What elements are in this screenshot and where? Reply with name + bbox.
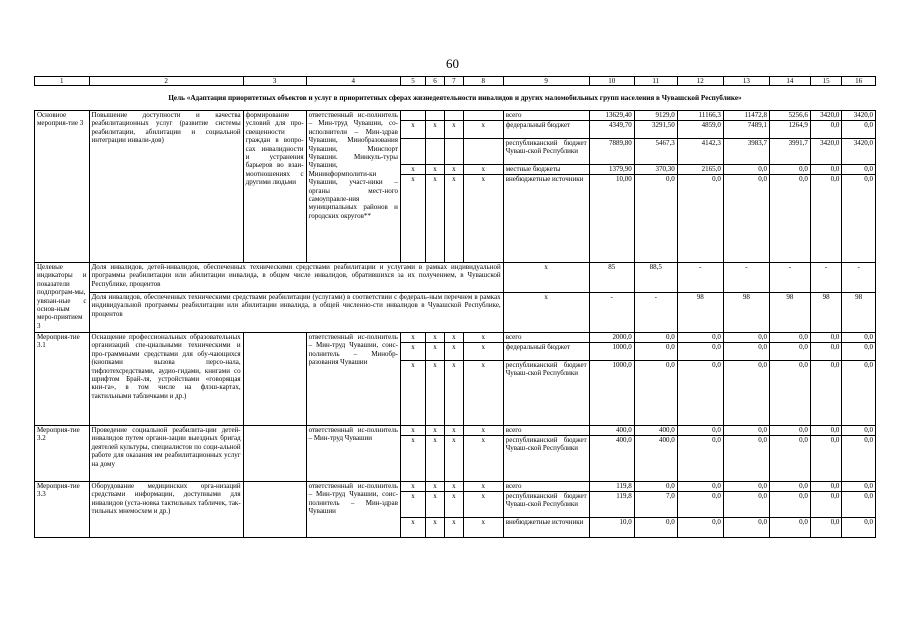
column-number: 5 [400,77,425,86]
funding-value: 400,0 [634,436,677,482]
funding-value: 3420,0 [842,139,876,165]
budget-code: х [444,333,463,343]
column-number: 11 [634,77,677,86]
budget-code: х [444,518,463,538]
funding-value: 0,0 [842,165,876,175]
budget-code: х [400,482,425,492]
funding-value: 0,0 [677,482,723,492]
measure-name: Мероприя-тие 3.2 [35,426,90,482]
budget-code: х [400,165,425,175]
column-number: 4 [306,77,400,86]
indicator-value: 98 [677,293,723,333]
funding-value: 0,0 [723,361,769,426]
budget-code: х [463,426,503,436]
funding-value: 0,0 [677,333,723,343]
funding-source: всего [503,111,589,121]
budget-code: х [463,518,503,538]
funding-value: 0,0 [842,492,876,518]
funding-source: всего [503,426,589,436]
funding-value: 0,0 [634,343,677,361]
program-table-container [34,76,876,538]
indicator-value: - [842,263,876,293]
indicator-value: - [810,263,841,293]
funding-value: 400,0 [589,426,634,436]
measure-executor: ответственный ис-полнитель – Мин-труд Чувашии, со-исполнители – Мин-здрав Чувашии, Минобразования Чувашии, Минспорт Чувашии. Минкуль-туры Чувашии, Мининформполити-ки Чувашии, участ-ники – органы мест-ного самоуправле-ния муниципальных районов и городских округов** [306,111,400,263]
column-numbers-row [35,77,876,86]
budget-code: х [463,175,503,263]
column-number: 7 [444,77,463,86]
funding-value: 0,0 [810,333,841,343]
measure-3-1-fin-row [35,333,876,343]
budget-code: х [444,361,463,426]
funding-value: 0,0 [769,436,810,482]
funding-value: 10,0 [589,518,634,538]
funding-value: 0,0 [634,175,677,263]
funding-value: 13629,40 [589,111,634,121]
budget-code: х [444,436,463,482]
funding-value: 0,0 [723,333,769,343]
main-event-fin-row [35,111,876,121]
funding-value: 0,0 [810,343,841,361]
funding-value: 0,0 [723,343,769,361]
indicator-value: 88,5 [634,263,677,293]
funding-value: 0,0 [810,436,841,482]
funding-value: 0,0 [723,165,769,175]
column-number: 8 [463,77,503,86]
budget-code: х [463,165,503,175]
funding-source: всего [503,482,589,492]
budget-code: х [400,436,425,482]
budget-code: х [463,482,503,492]
budget-code: х [400,175,425,263]
funding-value: 400,0 [634,426,677,436]
budget-code: х [463,333,503,343]
funding-source: республиканский бюджет Чуваш-ской Республики [503,492,589,518]
indicator-text: Доля инвалидов, обеспеченных техническими средствами реабилитации (услугами) в соответствии с федераль-ным перечнем в рамках индивидуальной программы реабилитации или абилитации инвалида, в общей численно-сти инвалидов в Чувашской Республике, процентов [89,293,503,333]
funding-value: 0,0 [677,175,723,263]
budget-code: х [426,175,445,263]
funding-value: 0,0 [677,492,723,518]
column-number: 1 [35,77,90,86]
funding-value: 0,0 [842,361,876,426]
budget-code: х [444,175,463,263]
column-number: 15 [810,77,841,86]
funding-value: 0,0 [769,175,810,263]
measure-executor: ответственный ис-полнитель – Мин-труд Чувашии [306,426,400,482]
funding-value: 10,00 [589,175,634,263]
budget-code: х [426,482,445,492]
table-body [35,77,876,538]
funding-value: 7,0 [634,492,677,518]
funding-value: 0,0 [723,436,769,482]
funding-value: 119,8 [589,482,634,492]
budget-code [444,139,463,165]
measure-result: формирование условий для про-свещенности граждан в вопро-сах инвалидности и устранения барьеров во взаи-моотношениях с другими людьми [243,111,306,263]
measure-name: Мероприя-тие 3.1 [35,333,90,426]
funding-value: 0,0 [769,343,810,361]
funding-value: 3991,7 [769,139,810,165]
budget-code [426,111,445,121]
funding-value: 119,8 [589,492,634,518]
funding-value: 1379,90 [589,165,634,175]
measure-name: Основное мероприя-тие 3 [35,111,90,263]
budget-code: х [400,518,425,538]
budget-code: х [400,343,425,361]
budget-code: х [426,436,445,482]
funding-value: 3420,0 [842,111,876,121]
funding-value: 0,0 [677,518,723,538]
funding-value: 0,0 [723,482,769,492]
measure-name: Мероприя-тие 3.3 [35,482,90,538]
funding-value: 0,0 [677,343,723,361]
funding-value: 0,0 [677,361,723,426]
funding-value: 0,0 [810,165,841,175]
funding-value: 0,0 [723,175,769,263]
budget-code: х [400,426,425,436]
budget-code: х [463,343,503,361]
funding-value: 0,0 [842,436,876,482]
goal-row [35,86,876,111]
funding-value: 0,0 [677,436,723,482]
funding-value: 2165,0 [677,165,723,175]
funding-value: 0,0 [842,482,876,492]
indicator-x: х [503,263,589,293]
funding-value: 3291,50 [634,121,677,139]
funding-value: 0,0 [769,518,810,538]
funding-source: федеральный бюджет [503,121,589,139]
column-number: 13 [723,77,769,86]
funding-value: 3420,0 [810,139,841,165]
page-number: 60 [446,56,459,71]
indicator-value: - [723,263,769,293]
budget-code: х [444,165,463,175]
budget-code: х [426,343,445,361]
funding-value: 1000,0 [589,343,634,361]
indicator-value: 98 [769,293,810,333]
funding-value: 0,0 [723,492,769,518]
budget-code: х [444,482,463,492]
indicator-value: - [769,263,810,293]
budget-code: х [400,361,425,426]
funding-value: 0,0 [634,333,677,343]
budget-code [400,139,425,165]
funding-value: 0,0 [677,426,723,436]
funding-source: внебюджетные источники [503,518,589,538]
funding-value: 0,0 [842,121,876,139]
funding-value: 0,0 [769,492,810,518]
measure-executor: ответственный ис-полнитель – Мин-труд Чувашии, соис-полнитель – Мин-здрав Чувашии [306,482,400,538]
budget-code [463,139,503,165]
funding-value: 7489,1 [723,121,769,139]
funding-value: 0,0 [842,426,876,436]
funding-value: 0,0 [810,518,841,538]
funding-value: 0,0 [810,426,841,436]
budget-code: х [426,492,445,518]
budget-code: х [426,333,445,343]
column-number: 6 [426,77,445,86]
funding-value: 0,0 [842,343,876,361]
funding-value: 7889,80 [589,139,634,165]
funding-value: 9129,0 [634,111,677,121]
funding-value: 0,0 [810,492,841,518]
indicator-value: - [589,293,634,333]
funding-value: 4349,70 [589,121,634,139]
column-number: 14 [769,77,810,86]
funding-value: 1000,0 [589,361,634,426]
measure-result [243,333,306,426]
funding-value: 4859,0 [677,121,723,139]
budget-code: х [463,361,503,426]
funding-value: 2000,0 [589,333,634,343]
measure-content: Оборудование медицинских орга-низаций средствами информации, доступными для инвалидов (уста-новка тактильных табличек, так-тильных мнемосхем и др.) [89,482,243,538]
funding-source: местные бюджеты [503,165,589,175]
budget-code: х [426,518,445,538]
budget-code: х [426,121,445,139]
funding-value: 11472,8 [723,111,769,121]
indicator-value: 98 [810,293,841,333]
budget-code: х [426,165,445,175]
funding-value: 0,0 [634,482,677,492]
goal-title: Цель «Адаптация приоритетных объектов и услуг в приоритетных сферах жизнедеятельности инвалидов и других маломобильных групп населения в Чувашской Республике» [35,86,876,111]
measure-result [243,426,306,482]
program-table [34,76,876,538]
funding-value: 5467,3 [634,139,677,165]
budget-code [463,111,503,121]
budget-code: х [400,333,425,343]
funding-source: республиканский бюджет Чуваш-ской Республики [503,436,589,482]
funding-source: внебюджетные источники [503,175,589,263]
budget-code [444,111,463,121]
funding-source: всего [503,333,589,343]
funding-value: 400,0 [589,436,634,482]
budget-code: х [463,492,503,518]
indicator-row [35,293,876,333]
funding-value: 0,0 [634,361,677,426]
funding-value: 0,0 [769,333,810,343]
budget-code [426,139,445,165]
budget-code [400,111,425,121]
budget-code: х [400,121,425,139]
funding-value: 0,0 [810,121,841,139]
indicator-value: - [634,293,677,333]
measure-content: Повышение доступности и качества реабилитационных услуг (развитие системы реабилитации, абилитации и социальной интеграции инвали-дов) [89,111,243,263]
indicator-value: 85 [589,263,634,293]
funding-source: федеральный бюджет [503,343,589,361]
measure-3-2-fin-row [35,426,876,436]
indicator-value: 98 [842,293,876,333]
funding-value: 3420,0 [810,111,841,121]
funding-source: республиканский бюджет Чуваш-ской Республики [503,361,589,426]
funding-value: 0,0 [810,175,841,263]
funding-value: 3983,7 [723,139,769,165]
measure-content: Оснащение профессиональных образовательных организаций спе-циальными техническими и про-граммными средствами для обу-чающихся (кнопками вызова персо-нала, тифлотехсредствами, аудио-гидами, книгами со шрифтом Брай-ля, устройствами «говорящая кни-га», в том числе на флэш-картах, тактильными табличками и др.) [89,333,243,426]
budget-code: х [426,426,445,436]
measure-3-3-fin-row [35,482,876,492]
indicator-row [35,263,876,293]
funding-value: 0,0 [769,482,810,492]
budget-code: х [426,361,445,426]
funding-value: 0,0 [769,361,810,426]
measure-executor: ответственный ис-полнитель – Мин-труд Чувашии, соис-полнитель – Минобр-разования Чувашии [306,333,400,426]
measure-result [243,482,306,538]
column-number: 9 [503,77,589,86]
indicator-value: - [677,263,723,293]
funding-value: 370,30 [634,165,677,175]
measure-content: Проведение социальной реабилита-ции детей-инвалидов путем органи-зации выездных бригад деятелей культуры, специалистов по соци-альной работе для оказания им реабилитационных услуг на дому [89,426,243,482]
column-number: 10 [589,77,634,86]
column-number: 2 [89,77,243,86]
funding-value: 0,0 [769,165,810,175]
funding-value: 0,0 [842,518,876,538]
funding-value: 0,0 [842,175,876,263]
funding-value: 0,0 [723,518,769,538]
funding-value: 11166,3 [677,111,723,121]
column-number: 12 [677,77,723,86]
indicator-value: 98 [723,293,769,333]
funding-value: 1264,9 [769,121,810,139]
funding-value: 5256,6 [769,111,810,121]
column-number: 16 [842,77,876,86]
funding-source: республиканский бюджет Чуваш-ской Республики [503,139,589,165]
funding-value: 0,0 [723,426,769,436]
budget-code: х [444,121,463,139]
indicator-text: Доля инвалидов, детей-инвалидов, обеспеченных техническими средствами реабилитации и услугами в рамках индивидуальной программы реабилитации или абилитации инвалида, в общем числе инвалидов, обратившихся за их получением, в Чувашской Республике, процентов [89,263,503,293]
funding-value: 0,0 [810,361,841,426]
column-number: 3 [243,77,306,86]
budget-code: х [463,121,503,139]
funding-value: 0,0 [810,482,841,492]
funding-value: 4142,3 [677,139,723,165]
budget-code: х [444,492,463,518]
budget-code: х [400,492,425,518]
indicators-label: Целевые индикаторы и показатели подпрограм-мы, увязан-ные с основ-ным меро-приятием 3 [35,263,90,333]
budget-code: х [444,343,463,361]
indicator-x: х [503,293,589,333]
budget-code: х [444,426,463,436]
funding-value: 0,0 [769,426,810,436]
funding-value: 0,0 [842,333,876,343]
funding-value: 0,0 [634,518,677,538]
budget-code: х [463,436,503,482]
